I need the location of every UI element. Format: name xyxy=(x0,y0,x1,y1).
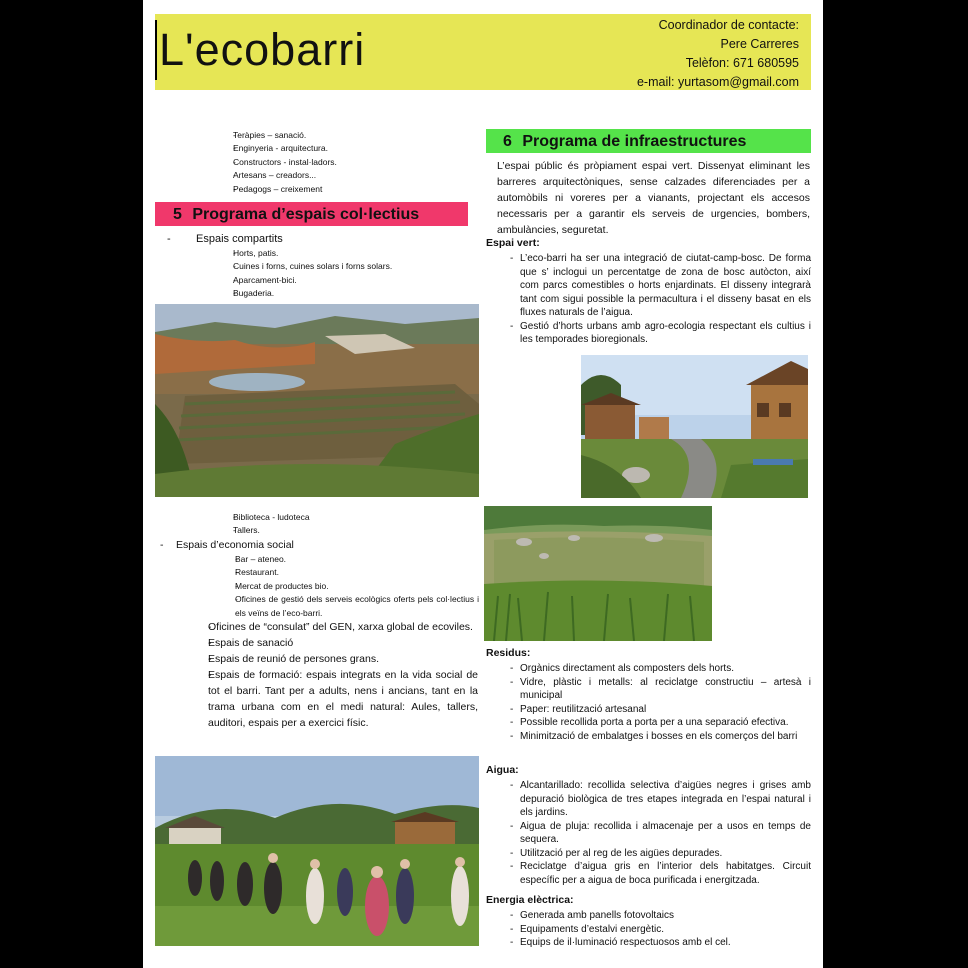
eco-houses-photo xyxy=(581,355,808,498)
list-item: - Aparcament-bici. xyxy=(209,274,479,287)
terraced-landscape-photo xyxy=(155,304,479,497)
list-item: - Bar – ateneo. xyxy=(209,553,479,566)
list-item: - Horts, patis. xyxy=(209,247,479,260)
contact-line: Coordinador de contacte: xyxy=(658,18,799,32)
section-title: Programa d’espais col·lectius xyxy=(192,206,420,223)
professions-list xyxy=(209,129,469,196)
list-item: - Aigua de pluja: recollida i almacenaje per a usos en temps de sequera. xyxy=(489,820,811,847)
waste-list xyxy=(489,662,811,743)
list-item: - Utilització per al reg de les aigües depurades. xyxy=(489,847,811,861)
list-item: - Possible recollida porta a porta per a una separació efectiva. xyxy=(489,716,811,730)
shared-spaces-list xyxy=(209,247,479,301)
contact-email[interactable]: e-mail: yurtasom@gmail.com xyxy=(636,75,799,89)
water-list xyxy=(489,779,811,887)
list-item: - Oficines de gestió dels serveis ecològics oferts pels col·lectius i els veïns de l’eco-barri. xyxy=(209,593,479,620)
list-item: - Paper: reutilització artesanal xyxy=(489,703,811,717)
list-item: - Gestió d’horts urbans amb agro-ecologia respectant els cultius i les temporades bioregionals. xyxy=(489,320,811,347)
more-spaces-list xyxy=(209,511,479,538)
social-economy-list xyxy=(209,553,479,620)
document-page xyxy=(143,0,823,968)
list-item: - Equips de il·luminació respectuosos amb el cel. xyxy=(489,936,811,950)
water-label: Aigua: xyxy=(486,764,519,776)
list-item: - Espais de sanació xyxy=(178,635,478,651)
community-dance-photo xyxy=(155,756,479,946)
social-economy-label: - Espais d’economia social xyxy=(160,539,294,551)
section-5-heading xyxy=(155,202,468,226)
infrastructure-intro: L’espai públic és pròpiament espai vert. Dissenyat eliminant les barreres arquitectòniques, sense calzades diferenciades per a automòbils ni voreres per a vianants, projectant els accesos necessaris per a garantir els serveis de urgencies, bombers, ambulàncies, seguretat. xyxy=(497,160,810,236)
energy-label: Energia elèctrica: xyxy=(486,894,574,906)
list-item: - Orgànics directament als composters dels horts. xyxy=(489,662,811,676)
list-item: - Vidre, plàstic i metalls: al reciclatge constructiu – artesà i municipal xyxy=(489,676,811,703)
list-item: - Enginyeria - arquitectura. xyxy=(209,142,469,155)
list-item: - Bugaderia. xyxy=(209,287,479,300)
list-item: - Generada amb panells fotovoltaics xyxy=(489,909,811,923)
list-item: - Biblioteca - ludoteca xyxy=(209,511,479,524)
list-item: - Espais de formació: espais integrats en la vida social de tot el barri. Tant per a adults, nens i ancians, tant en la trama urbana com en el medi natural: Aules, tallers, auditori, espais per a exercici físic. xyxy=(178,667,478,731)
list-item: - Teràpies – sanació. xyxy=(209,129,469,142)
list-item: - Pedagogs – creixement xyxy=(209,183,469,196)
section-number: 6 xyxy=(503,133,512,150)
list-item: - Constructors - instal·ladors. xyxy=(209,156,469,169)
contact-name: Pere Carreres xyxy=(720,37,799,51)
list-item: - Artesans – creadors... xyxy=(209,169,469,182)
green-space-list xyxy=(489,252,811,347)
section-title: Programa de infraestructures xyxy=(522,133,747,150)
page-title: L'ecobarri xyxy=(155,20,365,80)
list-item: - Espais de reunió de persones grans. xyxy=(178,651,478,667)
list-item: - L’eco-barri ha ser una integració de ciutat-camp-bosc. De forma que s’ inclogui un percentatge de zona de bosc autòcton, així com parcs comestibles o horts enjardinats. El disseny integrarà tant com sigui possible la permacultura i el disseny basat en els fluxes naturals de l’aigua. xyxy=(489,252,811,320)
list-item: - Tallers. xyxy=(209,524,479,537)
extra-spaces-list xyxy=(178,619,478,731)
list-item: - Equipaments d’estalvi energètic. xyxy=(489,923,811,937)
contact-block xyxy=(637,16,799,92)
list-item: - Alcantarillado: recollida selectiva d’aigües negres i grises amb depuració biològica de tres etapes integrada en l’espai natural i els jardins. xyxy=(489,779,811,820)
list-item: - Reciclatge d’aigua gris en l’interior dels habitatges. Circuit específic per a aigua de boca purificada i energitzada. xyxy=(489,860,811,887)
list-item: - Mercat de productes bio. xyxy=(209,580,479,593)
waste-label: Residus: xyxy=(486,647,531,659)
header-banner xyxy=(155,14,811,90)
list-item: - Oficines de “consulat” del GEN, xarxa global de ecoviles. xyxy=(178,619,478,635)
list-item: - Minimització de embalatges i bosses en els comerços del barri xyxy=(489,730,811,744)
section-number: 5 xyxy=(173,206,182,223)
section-6-heading xyxy=(486,129,811,153)
list-item: - Cuines i forns, cuines solars i forns solars. xyxy=(209,260,479,273)
contact-phone: Telèfon: 671 680595 xyxy=(685,56,799,70)
energy-list xyxy=(489,909,811,950)
list-item: - Restaurant. xyxy=(209,566,479,579)
pond-photo xyxy=(484,506,712,641)
green-space-label: Espai vert: xyxy=(486,237,540,249)
shared-spaces-label: - Espais compartits xyxy=(167,233,283,245)
